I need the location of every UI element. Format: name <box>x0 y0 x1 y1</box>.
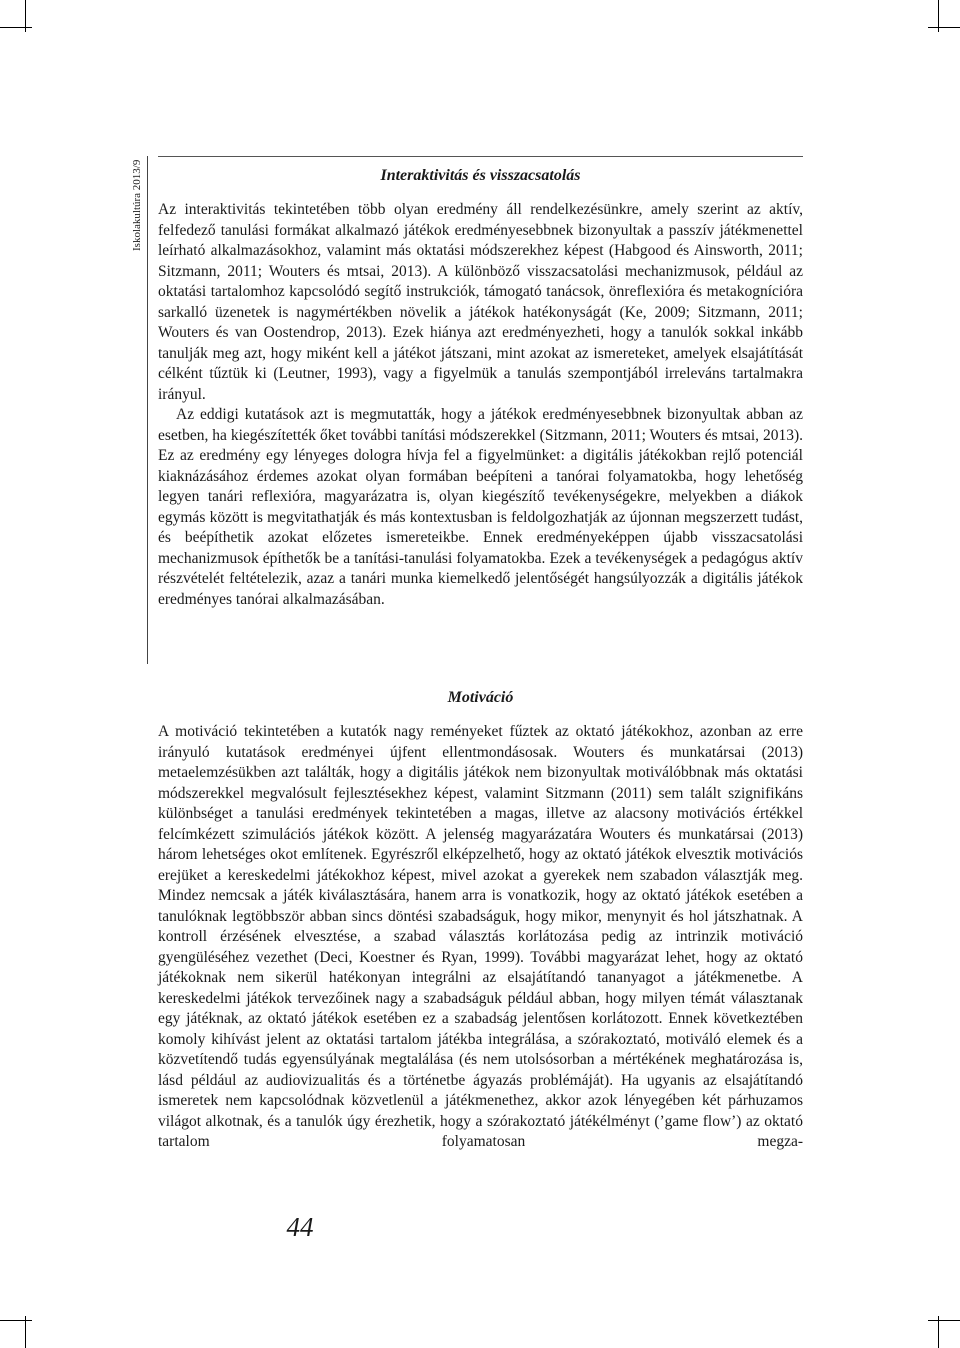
crop-mark <box>928 1320 960 1321</box>
section-title: Interaktivitás és visszacsatolás <box>380 167 581 184</box>
paragraph: A motiváció tekintetében a kutatók nagy reményeket fűztek az oktató játékokhoz, azonban az erre irányuló kutatások eredményei újfent ellentmondásosak. Wouters és munkatársai (2013) metaelemzésükben azt találták, hogy a digitális játékok nem bizonyultak motiválóbbnak más oktatási módszerekkel megvalósult fejlesztésekhez képest, valamint Sitzmann (2011) sem talált szignifikáns különbséget a tanulási eredmények tekintetében a magas, illetve az alacsony motivációs értékkel felcímkézett szimulációs játékok között. A jelenség magyarázatára Wouters és munkatársai (2013) három lehetséges okot említenek. Egyrészről elképzelhető, hogy az oktató játékok elvesztik motivációs erejüket a kereskedelmi játékokhoz képest, mivel azokat a gyerekek nem szabadon választják meg. Mindez nemcsak a játék kiválasztására, hanem arra is vonatkozik, hogy az oktató játékok esetében a tanulóknak legtöbbször abban sincs döntési szabadságuk, hogy mikor, menynyit és hol játszhatnak. A kontroll érzésének elvesztése, a szabad választás korlátozása pedig az intrinzik motiváció gyengüléséhez vezethet (Deci, Koestner és Ryan, 1999). További magyarázat lehet, hogy az oktató játékoknak nem sikerül hatékonyan integrálni az elsajátítandó tananyagot a játékmenetbe. A kereskedelmi játékok tervezőinek nagy a szabadságuk például abban, hogy milyen témát választanak egy játéknak, az oktató játékok esetében ez a szabadság jelentősen korlátozott. Ennek következtében komoly kihívást jelent az oktatási tartalom játékba integrálása, a szórakoztató, motiváló elemek és a közvetítendő tudás egyensúlyának megtalálása (és nem utolsósorban a mértékének meghatározása is, lásd például az audiovizualitás és a történetbe ágyazás problémáját). Ha ugyanis az elsajátítandó ismeretek nem kapcsolódnak közvetlenül a játékmenethez, akkor azok lényegében két párhuzamos világot alkotnak, és a tanulók úgy érezhetik, hogy a szórakoztató játékélményt (’game flow’) az oktató tartalom folyamatosan megza- <box>158 723 803 1150</box>
crop-mark <box>0 1320 32 1321</box>
section-motivation <box>158 688 803 1153</box>
section-interactivity <box>158 166 803 610</box>
crop-mark <box>0 27 32 28</box>
paragraph: Az eddigi kutatások azt is megmutatták, hogy a játékok eredményesebbnek bizonyultak abban az esetben, ha kiegészítették őket további tanítási módszerekkel (Sitzmann, 2011; Wouters és mtsai, 2013). Ez az eredmény egy lényeges dologra hívja fel a figyelmünket: a digitális játékokban rejlő potenciál kiaknázásához érdemes azokat olyan formában beépíteni a tanórai folyamatokba, hogy lehetőség legyen tanári reflexióra, magyarázatra is, olyan kiegészítő tevékenységekre, melyekben a diákok egymás között is megvitathatják és más kontextusban is feldolgozhatják az újonnan megszerzett tudást, és beépíthetik azokat előzetes ismereteikbe. Ennek eredményeképpen újabb visszacsatolási mechanizmusok építhetők be a tanítási-tanulási folyamatokba. Ezek a tevékenységek a pedagógus aktív részvételét feltételezik, azaz a tanári munka kiemelkedő jelentőségét hangsúlyozzák a digitális játékok eredményes tanórai alkalmazásában. <box>158 406 803 608</box>
running-header: Iskolakultúra 2013/9 <box>131 160 143 252</box>
header-rule <box>158 156 803 157</box>
paragraph: Az interaktivitás tekintetében több olyan eredmény áll rendelkezésünkre, amely szerint az aktív, felfedező tanulási formákat alkalmazó játékok eredményesebbnek bizonyultak a passzív játékmenettel leírható alkalmazásokhoz, valamint más oktatási módszerekhez képest (Habgood és Ainsworth, 2011; Sitzmann, 2011; Wouters és mtsai, 2013). A különböző visszacsatolási mechanizmusok, például az oktatási tartalomhoz kapcsolódó segítő instrukciók, támogató tanácsok, önreflexióra és metakognícióra sarkalló üzenetek is nagymértékben növelik a játékok hatékonyságát (Ke, 2009; Sitzmann, 2011; Wouters és van Oostendrop, 2013). Ezek hiánya azt eredményezheti, hogy a tanulók sokkal inkább tanulják meg azt, hogy miként kell a játékot játszani, mint azokat az ismereteket, amelyek elsajátítását célként tűztük ki (Leutner, 1993), vagy a figyelmük a tanulás szempontjából irreleváns tartalmakra irányul. <box>158 201 803 403</box>
page-number: 44 <box>286 1212 314 1242</box>
crop-mark <box>928 27 960 28</box>
section-title: Motiváció <box>447 689 514 706</box>
margin-rule <box>147 156 148 664</box>
